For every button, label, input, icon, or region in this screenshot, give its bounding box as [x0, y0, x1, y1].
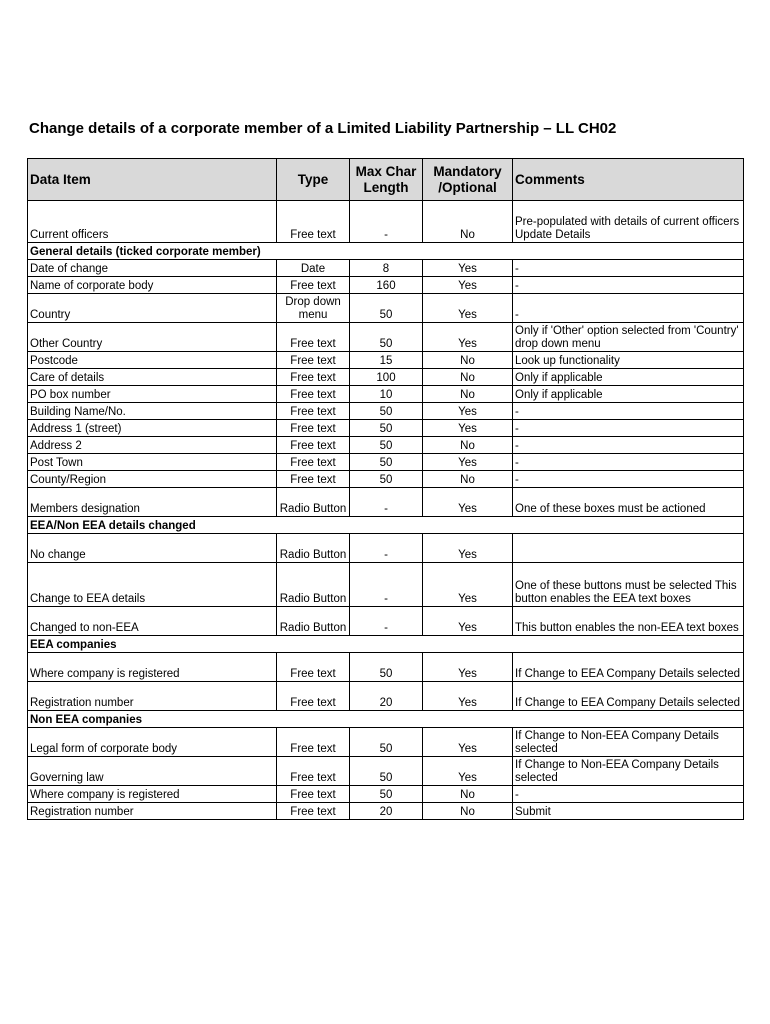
cell-data-item: PO box number	[28, 386, 277, 403]
cell-comments: If Change to EEA Company Details selected	[513, 653, 744, 682]
table-header-row	[28, 159, 744, 201]
cell-data-item: Postcode	[28, 352, 277, 369]
cell-type: Free text	[277, 369, 350, 386]
cell-mandatory: Yes	[423, 403, 513, 420]
cell-mandatory: No	[423, 786, 513, 803]
cell-comments: -	[513, 471, 744, 488]
table-row	[28, 403, 744, 420]
cell-type: Radio Button	[277, 488, 350, 517]
cell-type: Free text	[277, 437, 350, 454]
table-row	[28, 369, 744, 386]
cell-data-item: Governing law	[28, 757, 277, 786]
cell-max-char: 50	[350, 471, 423, 488]
cell-max-char: 100	[350, 369, 423, 386]
cell-comments: If Change to EEA Company Details selected	[513, 682, 744, 711]
table-row	[28, 352, 744, 369]
cell-data-item: Post Town	[28, 454, 277, 471]
cell-mandatory: No	[423, 201, 513, 243]
table-row	[28, 757, 744, 786]
table-row	[28, 682, 744, 711]
cell-type: Free text	[277, 403, 350, 420]
table-row	[28, 260, 744, 277]
table-row	[28, 653, 744, 682]
cell-max-char: 8	[350, 260, 423, 277]
cell-data-item: County/Region	[28, 471, 277, 488]
cell-comments: -	[513, 277, 744, 294]
cell-mandatory: Yes	[423, 563, 513, 607]
cell-max-char: 15	[350, 352, 423, 369]
cell-mandatory: Yes	[423, 260, 513, 277]
cell-data-item: Date of change	[28, 260, 277, 277]
cell-max-char: 50	[350, 786, 423, 803]
cell-max-char: 50	[350, 294, 423, 323]
table-row	[28, 728, 744, 757]
cell-comments: If Change to Non-EEA Company Details selected	[513, 757, 744, 786]
cell-max-char: 50	[350, 653, 423, 682]
table-row	[28, 607, 744, 636]
cell-mandatory: Yes	[423, 294, 513, 323]
cell-max-char: 50	[350, 323, 423, 352]
cell-max-char: 50	[350, 420, 423, 437]
cell-max-char: -	[350, 534, 423, 563]
cell-comments: Only if 'Other' option selected from 'Country' drop down menu	[513, 323, 744, 352]
cell-comments	[513, 534, 744, 563]
table-row	[28, 420, 744, 437]
cell-type: Free text	[277, 201, 350, 243]
cell-data-item: Other Country	[28, 323, 277, 352]
cell-type: Free text	[277, 803, 350, 820]
table-row	[28, 534, 744, 563]
cell-type: Free text	[277, 786, 350, 803]
cell-type: Date	[277, 260, 350, 277]
cell-max-char: 160	[350, 277, 423, 294]
cell-data-item: Care of details	[28, 369, 277, 386]
cell-data-item: Members designation	[28, 488, 277, 517]
cell-mandatory: Yes	[423, 488, 513, 517]
cell-data-item: Address 1 (street)	[28, 420, 277, 437]
cell-comments: -	[513, 403, 744, 420]
cell-comments: If Change to Non-EEA Company Details selected	[513, 728, 744, 757]
cell-data-item: Where company is registered	[28, 653, 277, 682]
table-row	[28, 454, 744, 471]
cell-max-char: -	[350, 488, 423, 517]
cell-mandatory: Yes	[423, 277, 513, 294]
cell-comments: -	[513, 294, 744, 323]
table-row	[28, 437, 744, 454]
cell-data-item: Change to EEA details	[28, 563, 277, 607]
cell-type: Free text	[277, 454, 350, 471]
header-max-char-length: Max Char Length	[350, 159, 423, 201]
header-mandatory-optional: Mandatory /Optional	[423, 159, 513, 201]
table-row	[28, 471, 744, 488]
cell-max-char: -	[350, 563, 423, 607]
table-row	[28, 386, 744, 403]
cell-comments: Submit	[513, 803, 744, 820]
cell-max-char: 50	[350, 454, 423, 471]
page-title: Change details of a corporate member of a Limited Liability Partnership – LL CH02	[29, 120, 617, 137]
cell-mandatory: Yes	[423, 607, 513, 636]
table-row	[28, 294, 744, 323]
cell-data-item: No change	[28, 534, 277, 563]
cell-data-item: Country	[28, 294, 277, 323]
cell-type: Free text	[277, 757, 350, 786]
cell-comments: -	[513, 260, 744, 277]
cell-mandatory: No	[423, 369, 513, 386]
table-row	[28, 201, 744, 243]
cell-comments: -	[513, 454, 744, 471]
cell-comments: -	[513, 420, 744, 437]
cell-comments: One of these buttons must be selected This button enables the EEA text boxes	[513, 563, 744, 607]
cell-comments: One of these boxes must be actioned	[513, 488, 744, 517]
cell-data-item: Legal form of corporate body	[28, 728, 277, 757]
cell-mandatory: No	[423, 471, 513, 488]
cell-comments: Look up functionality	[513, 352, 744, 369]
section-row	[28, 711, 744, 728]
section-row	[28, 517, 744, 534]
section-heading: Non EEA companies	[28, 711, 744, 728]
cell-data-item: Current officers	[28, 201, 277, 243]
cell-mandatory: Yes	[423, 454, 513, 471]
cell-type: Free text	[277, 352, 350, 369]
table-row	[28, 786, 744, 803]
cell-type: Free text	[277, 471, 350, 488]
cell-type: Free text	[277, 653, 350, 682]
table-row	[28, 803, 744, 820]
cell-comments: -	[513, 437, 744, 454]
cell-max-char: 10	[350, 386, 423, 403]
cell-type: Free text	[277, 386, 350, 403]
table-row	[28, 488, 744, 517]
cell-data-item: Building Name/No.	[28, 403, 277, 420]
cell-type: Radio Button	[277, 607, 350, 636]
cell-mandatory: Yes	[423, 323, 513, 352]
cell-type: Radio Button	[277, 563, 350, 607]
cell-comments: This button enables the non-EEA text boxes	[513, 607, 744, 636]
cell-mandatory: Yes	[423, 534, 513, 563]
cell-max-char: 50	[350, 403, 423, 420]
cell-data-item: Registration number	[28, 803, 277, 820]
cell-type: Free text	[277, 682, 350, 711]
cell-max-char: 20	[350, 803, 423, 820]
cell-comments: Pre-populated with details of current officers Update Details	[513, 201, 744, 243]
cell-type: Free text	[277, 277, 350, 294]
cell-type: Free text	[277, 323, 350, 352]
cell-comments: Only if applicable	[513, 369, 744, 386]
section-heading: EEA companies	[28, 636, 744, 653]
cell-data-item: Where company is registered	[28, 786, 277, 803]
cell-data-item: Registration number	[28, 682, 277, 711]
cell-type: Drop down menu	[277, 294, 350, 323]
cell-mandatory: Yes	[423, 728, 513, 757]
section-heading: EEA/Non EEA details changed	[28, 517, 744, 534]
cell-mandatory: No	[423, 803, 513, 820]
cell-comments: -	[513, 786, 744, 803]
cell-max-char: 20	[350, 682, 423, 711]
header-comments: Comments	[513, 159, 744, 201]
cell-mandatory: No	[423, 386, 513, 403]
header-data-item: Data Item	[28, 159, 277, 201]
cell-max-char: 50	[350, 728, 423, 757]
cell-data-item: Changed to non-EEA	[28, 607, 277, 636]
cell-mandatory: Yes	[423, 682, 513, 711]
cell-max-char: 50	[350, 757, 423, 786]
cell-mandatory: Yes	[423, 420, 513, 437]
cell-mandatory: Yes	[423, 653, 513, 682]
table-row	[28, 563, 744, 607]
header-type: Type	[277, 159, 350, 201]
cell-mandatory: No	[423, 352, 513, 369]
table-row	[28, 277, 744, 294]
section-heading: General details (ticked corporate member)	[28, 243, 744, 260]
data-item-table	[27, 158, 744, 820]
table-row	[28, 323, 744, 352]
cell-mandatory: Yes	[423, 757, 513, 786]
section-row	[28, 636, 744, 653]
cell-max-char: -	[350, 201, 423, 243]
cell-max-char: -	[350, 607, 423, 636]
cell-mandatory: No	[423, 437, 513, 454]
cell-data-item: Address 2	[28, 437, 277, 454]
cell-comments: Only if applicable	[513, 386, 744, 403]
cell-type: Free text	[277, 728, 350, 757]
section-row	[28, 243, 744, 260]
cell-type: Free text	[277, 420, 350, 437]
cell-data-item: Name of corporate body	[28, 277, 277, 294]
cell-max-char: 50	[350, 437, 423, 454]
cell-type: Radio Button	[277, 534, 350, 563]
